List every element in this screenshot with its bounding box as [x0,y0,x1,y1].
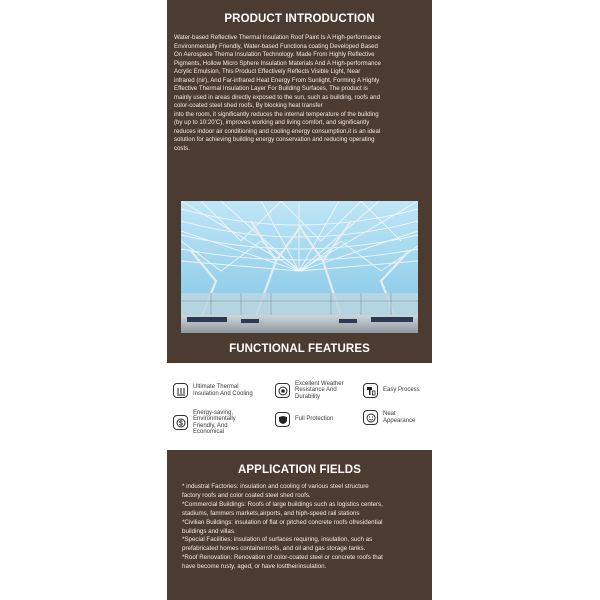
feature-label: Neat Appearance [383,411,416,424]
intro-line: On Aerospace Thema Insulation Technology. Made From Highly Reflective [174,51,375,58]
svg-text:$: $ [178,420,183,428]
dollar-icon [173,415,188,430]
intro-line: into the room, it significantly reduces the internal temperature of the building [174,110,379,118]
app-line: * industral Factories: insulation and cooling of various steel structure [182,483,369,490]
app-line: *Civilian Buildings: insulation of flat or pitched concrete roofs ofresidential [182,518,383,526]
target-icon [275,383,290,398]
intro-line: Effective Thermal Insulation Layer For Building Surfaces, The product is [174,85,368,92]
app-line: factory roofs and color coated steel shed roofs. [182,491,311,499]
intro-line: costs. [174,144,190,152]
intro-line: Environmentally Friendly, Water-based Functiona coating Developed Based [174,42,378,50]
smiley-icon [363,410,378,425]
intro-line: Acrylic Emulsion, This Product Effectively Reflects Visible Light, Near [174,68,361,75]
feature-neat-appearance [363,410,415,425]
application-fields-text [182,483,427,572]
app-line: have become rusty, aged, or have losttheirinsulation. [182,563,327,571]
intro-line: (by up to 10:20'C), improves working and living comfort, and significantly [174,119,370,126]
thermometer-icon [173,383,188,398]
feature-easy-process [363,383,420,398]
brush-icon [363,383,378,398]
functional-features-title: FUNCTIONAL FEATURES [229,343,370,355]
feature-label: Full Protection [295,416,334,423]
feature-label: Ultimate Thermal Insulation And Cooling [193,384,253,397]
product-introduction-title: PRODUCT INTRODUCTION [224,13,375,25]
app-line: *Commercial Buildings: Roofs of large buildings such as logistics centers, [182,500,383,508]
intro-line: Pigments, Hollow Micro Sphere Insulation Materials And A High-performance [174,59,381,67]
product-introduction-section [167,0,432,363]
intro-line: infrared (nir), And Far-infrared Heat Energy From Sunlight, Forming A Highly [174,76,380,84]
feature-label: Energy-saving, Environmentally Friendly, And Economical [193,410,236,436]
intro-line: color-coated steel shed roofs, By blocking heat transfer [174,102,323,109]
intro-line: reduces indoor air conditioning and cooling energy consumption,it is an ideal [174,127,381,135]
app-line: buildings and villas. [182,527,236,535]
app-line: prefabricated homes containerroofs, and oil and gas storage tanks. [182,545,366,553]
app-line: stadiums, fammers markets,airports, and hiph-speed rail stations [182,509,360,517]
feature-weather-resistance [275,381,344,400]
intro-line: solution for achieving building energy conservation and reducing operating [174,136,375,143]
intro-line: Water-based Reflective Thermal Insulation Roof Paint Is A High-performance [174,34,381,41]
functional-features-section [167,363,432,445]
app-line: *Special Facilities: insulation of surfaces requiring, insulation, such as [182,536,373,544]
feature-label: Excellent Weather Resistance And Durability [295,381,344,400]
feature-full-protection [275,412,333,427]
feature-energy-saving [173,410,236,436]
application-fields-section [167,450,432,600]
shield-icon [275,412,290,427]
feature-label: Easy Process [383,387,420,394]
feature-thermal-insulation [173,383,253,398]
terminal-roof-photo [181,201,418,333]
app-line: *Roof Renovation: Renovation of color-coated steel or concrete roofs that [182,554,383,562]
intro-line: mainly used in areas directly exposed to the sun, such as building, roofs and [174,93,380,101]
product-introduction-text [174,34,426,153]
application-fields-title: APPLICATION FIELDS [238,464,361,476]
